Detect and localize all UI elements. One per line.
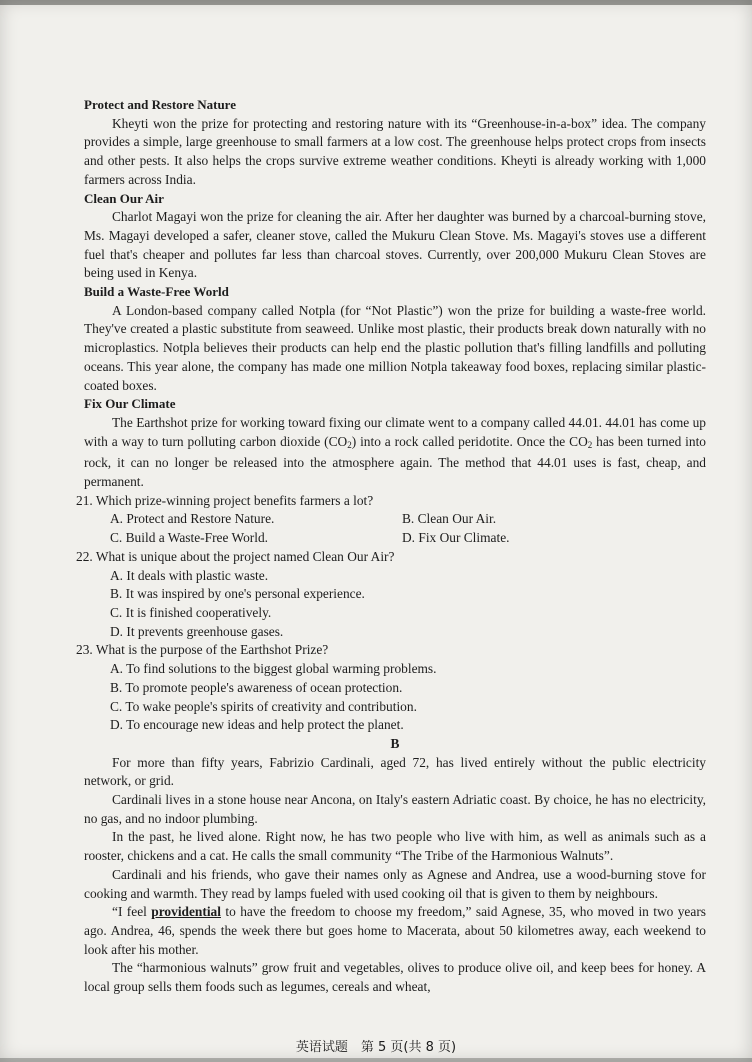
exam-page-content <box>76 96 706 997</box>
paragraph-b-3: In the past, he lived alone. Right now, he has two people who live with him, as well as animals such as a rooster, chickens and a cat. He calls the small community “The Tribe of the Harmonious Walnuts”. <box>84 829 706 864</box>
option-23-d: D. To encourage new ideas and help protect the planet. <box>110 717 404 733</box>
scan-top-edge <box>0 0 752 5</box>
paragraph-b-2: Cardinali lives in a stone house near Ancona, on Italy's eastern Adriatic coast. By choice, he has no electricity, no gas, and no indoor plumbing. <box>84 792 706 826</box>
option-23-a: A. To find solutions to the biggest global warming problems. <box>110 661 437 677</box>
paragraph-b-5: “I feel providential to have the freedom to choose my freedom,” said Agnese, 35, who moved in two years ago. Andrea, 46, spends the week there but goes home to Macerata, about 50 kilometres away, each weekend to look after his mother. <box>84 904 706 957</box>
section-heading-waste-free: Build a Waste-Free World <box>84 284 229 300</box>
question-22: 22. What is unique about the project named Clean Our Air? <box>76 548 395 564</box>
paragraph-b-4: Cardinali and his friends, who gave their names only as Agnese and Andrea, use a wood-burning stove for cooking and warmth. They read by lamps fueled with used cooking oil that is given to them by neighbours. <box>84 866 706 901</box>
question-22-options <box>84 567 706 642</box>
section-label-b: B <box>390 735 400 751</box>
paragraph-magayi: Charlot Magayi won the prize for cleaning the air. After her daughter was burned by a charcoal-burning stove, Ms. Magayi developed a safer, cleaner stove, called the Mukuru Clean Stove. Ms. Magayi's stoves use a different fuel that's cheaper and pollutes far less than charcoal stoves. Currently, over 200,000 Mukuru Clean Stoves are being used in Kenya. <box>84 209 706 281</box>
option-22-a: A. It deals with plastic waste. <box>110 567 269 583</box>
paragraph-b-6: The “harmonious walnuts” grow fruit and vegetables, olives to produce olive oil, and keep bees for honey. A local group sells them foods such as legumes, cereals and wheat, <box>84 960 706 995</box>
option-21-b: B. Clean Our Air. <box>402 511 497 527</box>
paragraph-kheyti: Kheyti won the prize for protecting and restoring nature with its “Greenhouse-in-a-box” idea. The company provides a simple, large greenhouse to small farmers at a low cost. The greenhouse helps protect crops from insects and other pests. It also helps the crops survive extreme weather conditions. Kheyti is already working with 1,000 farmers across India. <box>84 115 706 187</box>
section-heading-protect-nature: Protect and Restore Nature <box>84 97 236 112</box>
paragraph-notpla: A London-based company called Notpla (for “Not Plastic”) won the prize for building a waste-free world. They've created a plastic substitute from seaweed. Unlike most plastic, their products break down naturally with no microplastics. Notpla believes their products can help end the plastic pollution that's filling landfills and polluting oceans. This year alone, the company has made one million Notpla takeaway food boxes, replacing similar plastic-coated boxes. <box>84 302 706 393</box>
paragraph-44-01: The Earthshot prize for working toward fixing our climate went to a company called 44.01. 44.01 has come up with a way to turn polluting carbon dioxide $(CO_2)$ into a rock called peridotite. Once the $CO_2$ has been turned into rock, it can no longer be released into the atmosphere again. The method that 44.01 uses is fast, cheap, and permanent. <box>84 414 706 490</box>
page-footer: 英语试题 第 5 页(共 8 页) <box>295 1040 457 1055</box>
option-22-d: D. It prevents greenhouse gases. <box>110 623 284 639</box>
option-22-c: C. It is finished cooperatively. <box>110 604 272 620</box>
question-23: 23. What is the purpose of the Earthshot Prize? <box>76 642 329 658</box>
paragraph-b-1: For more than fifty years, Fabrizio Cardinali, aged 72, has lived entirely without the public electricity network, or grid. <box>84 754 706 789</box>
question-23-options <box>84 660 706 735</box>
section-heading-fix-climate: Fix Our Climate <box>84 396 176 412</box>
option-23-b: B. To promote people's awareness of ocean protection. <box>110 679 403 695</box>
option-22-b: B. It was inspired by one's personal experience. <box>110 586 365 602</box>
option-21-a: A. Protect and Restore Nature. <box>110 511 275 527</box>
scan-bottom-edge <box>0 1058 752 1062</box>
underlined-word-providential: providential <box>151 904 221 920</box>
question-21: 21. Which prize-winning project benefits farmers a lot? <box>76 492 374 508</box>
option-23-c: C. To wake people's spirits of creativity and contribution. <box>110 698 417 714</box>
section-heading-clean-air: Clean Our Air <box>84 190 164 206</box>
option-21-c: C. Build a Waste-Free World. <box>110 530 269 546</box>
question-21-options <box>84 510 706 547</box>
option-21-d: D. Fix Our Climate. <box>402 530 510 546</box>
